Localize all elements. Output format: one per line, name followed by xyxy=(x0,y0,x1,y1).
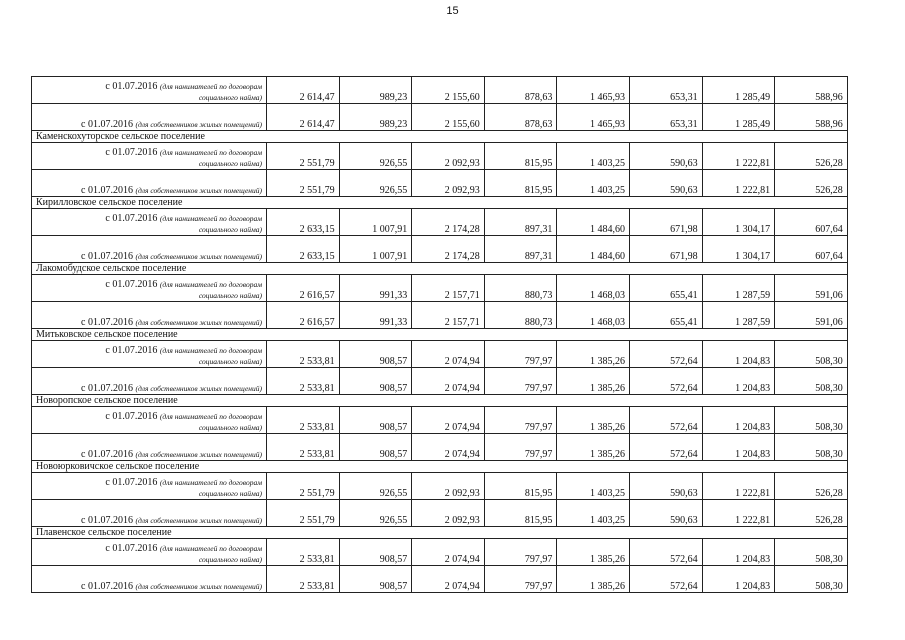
rate-value-cell: 815,95 xyxy=(484,473,557,500)
rate-value-cell: 508,30 xyxy=(775,539,848,566)
rate-value-cell: 590,63 xyxy=(629,170,702,197)
rate-value-cell: 2 614,47 xyxy=(267,104,340,131)
rate-value-cell: 591,06 xyxy=(775,302,848,329)
rate-value-cell: 2 155,60 xyxy=(412,77,485,104)
settlement-name: Кирилловское сельское поселение xyxy=(32,197,848,209)
rate-value-cell: 1 007,91 xyxy=(339,236,412,263)
row-note: (для нанимателей по договорам xyxy=(159,82,262,91)
rate-value-cell: 572,64 xyxy=(629,341,702,368)
rate-value-cell: 1 484,60 xyxy=(557,209,630,236)
settlement-header-row xyxy=(32,131,848,143)
rate-value-cell: 1 007,91 xyxy=(339,209,412,236)
rate-value-cell: 590,63 xyxy=(629,473,702,500)
rate-value-cell: 1 285,49 xyxy=(702,77,775,104)
rate-value-cell: 1 204,83 xyxy=(702,566,775,593)
rate-value-cell: 591,06 xyxy=(775,275,848,302)
rate-value-cell: 1 204,83 xyxy=(702,341,775,368)
rate-value-cell: 572,64 xyxy=(629,566,702,593)
rate-value-cell: 671,98 xyxy=(629,236,702,263)
rate-value-cell: 653,31 xyxy=(629,104,702,131)
rate-value-cell: 2 533,81 xyxy=(267,566,340,593)
rate-value-cell: 908,57 xyxy=(339,341,412,368)
rate-row-owners xyxy=(32,368,848,395)
rate-row-tenants xyxy=(32,77,848,104)
rate-value-cell: 2 157,71 xyxy=(412,275,485,302)
rate-value-cell: 991,33 xyxy=(339,302,412,329)
rate-value-cell: 2 174,28 xyxy=(412,209,485,236)
row-note: (для собственников жилых помещений) xyxy=(135,252,262,261)
rate-value-cell: 2 533,81 xyxy=(267,341,340,368)
rate-row-label xyxy=(32,275,267,302)
rate-value-cell: 2 074,94 xyxy=(412,566,485,593)
rate-value-cell: 655,41 xyxy=(629,275,702,302)
rate-value-cell: 1 403,25 xyxy=(557,500,630,527)
rate-value-cell: 926,55 xyxy=(339,143,412,170)
rate-value-cell: 2 533,81 xyxy=(267,434,340,461)
rate-row-owners xyxy=(32,500,848,527)
row-note: социального найма) xyxy=(198,423,262,432)
row-date: с 01.07.2016 xyxy=(81,449,133,460)
rate-value-cell: 572,64 xyxy=(629,539,702,566)
row-note: социального найма) xyxy=(198,555,262,564)
settlement-header-row xyxy=(32,197,848,209)
rate-value-cell: 1 304,17 xyxy=(702,236,775,263)
rate-row-owners xyxy=(32,302,848,329)
rate-value-cell: 908,57 xyxy=(339,434,412,461)
row-date: с 01.07.2016 xyxy=(105,213,158,224)
rate-value-cell: 1 385,26 xyxy=(557,539,630,566)
rate-value-cell: 526,28 xyxy=(775,143,848,170)
rate-row-tenants xyxy=(32,539,848,566)
row-note: социального найма) xyxy=(198,489,262,498)
rate-value-cell: 2 074,94 xyxy=(412,368,485,395)
row-note: (для собственников жилых помещений) xyxy=(135,384,262,393)
row-note: социального найма) xyxy=(198,159,262,168)
rate-value-cell: 1 385,26 xyxy=(557,566,630,593)
rate-value-cell: 2 074,94 xyxy=(412,341,485,368)
rate-value-cell: 926,55 xyxy=(339,500,412,527)
settlement-name: Каменскохуторское сельское поселение xyxy=(32,131,848,143)
rate-value-cell: 1 222,81 xyxy=(702,500,775,527)
rate-value-cell: 1 465,93 xyxy=(557,77,630,104)
row-date: с 01.07.2016 xyxy=(81,317,133,328)
rate-value-cell: 2 551,79 xyxy=(267,170,340,197)
rate-row-label xyxy=(32,236,267,263)
rate-value-cell: 508,30 xyxy=(775,434,848,461)
rate-value-cell: 2 074,94 xyxy=(412,407,485,434)
rate-value-cell: 1 403,25 xyxy=(557,473,630,500)
settlement-header-row xyxy=(32,395,848,407)
rate-value-cell: 1 385,26 xyxy=(557,368,630,395)
row-date: с 01.07.2016 xyxy=(105,543,158,554)
rate-row-label xyxy=(32,500,267,527)
row-note: (для нанимателей по договорам xyxy=(159,478,262,487)
rate-value-cell: 1 204,83 xyxy=(702,434,775,461)
rate-value-cell: 590,63 xyxy=(629,143,702,170)
rate-value-cell: 2 533,81 xyxy=(267,539,340,566)
rate-value-cell: 908,57 xyxy=(339,566,412,593)
rate-row-owners xyxy=(32,434,848,461)
rate-value-cell: 607,64 xyxy=(775,209,848,236)
row-note: (для собственников жилых помещений) xyxy=(135,450,262,459)
row-note: (для нанимателей по договорам xyxy=(159,148,262,157)
row-date: с 01.07.2016 xyxy=(105,477,158,488)
row-date: с 01.07.2016 xyxy=(81,251,133,262)
rate-value-cell: 1 222,81 xyxy=(702,473,775,500)
rate-value-cell: 1 304,17 xyxy=(702,209,775,236)
rate-value-cell: 880,73 xyxy=(484,275,557,302)
rate-row-tenants xyxy=(32,275,848,302)
settlement-name: Новоюрковичское сельское поселение xyxy=(32,461,848,473)
rate-value-cell: 897,31 xyxy=(484,236,557,263)
row-date: с 01.07.2016 xyxy=(81,119,133,130)
rates-table-body xyxy=(32,77,848,593)
row-note: (для нанимателей по договорам xyxy=(159,346,262,355)
row-note: (для собственников жилых помещений) xyxy=(135,516,262,525)
settlement-name: Новоропское сельское поселение xyxy=(32,395,848,407)
rate-value-cell: 526,28 xyxy=(775,473,848,500)
rate-value-cell: 878,63 xyxy=(484,77,557,104)
rate-value-cell: 989,23 xyxy=(339,104,412,131)
rate-value-cell: 1 385,26 xyxy=(557,407,630,434)
rate-value-cell: 2 551,79 xyxy=(267,143,340,170)
rate-value-cell: 1 222,81 xyxy=(702,170,775,197)
rate-row-owners xyxy=(32,566,848,593)
rate-row-tenants xyxy=(32,143,848,170)
rate-value-cell: 2 614,47 xyxy=(267,77,340,104)
rate-row-owners xyxy=(32,236,848,263)
rate-value-cell: 880,73 xyxy=(484,302,557,329)
row-note: (для нанимателей по договорам xyxy=(159,280,262,289)
rate-value-cell: 1 204,83 xyxy=(702,368,775,395)
row-note: (для собственников жилых помещений) xyxy=(135,582,262,591)
rate-value-cell: 1 385,26 xyxy=(557,434,630,461)
row-date: с 01.07.2016 xyxy=(105,279,158,290)
rate-value-cell: 908,57 xyxy=(339,407,412,434)
rate-row-label xyxy=(32,341,267,368)
row-note: (для нанимателей по договорам xyxy=(159,412,262,421)
rate-value-cell: 1 204,83 xyxy=(702,539,775,566)
rate-value-cell: 508,30 xyxy=(775,341,848,368)
rate-value-cell: 989,23 xyxy=(339,77,412,104)
rate-value-cell: 1 468,03 xyxy=(557,275,630,302)
rate-value-cell: 797,97 xyxy=(484,539,557,566)
settlement-header-row xyxy=(32,263,848,275)
rate-value-cell: 1 403,25 xyxy=(557,170,630,197)
row-note: (для нанимателей по договорам xyxy=(159,214,262,223)
rate-row-label xyxy=(32,143,267,170)
rate-value-cell: 2 551,79 xyxy=(267,500,340,527)
rate-row-label xyxy=(32,170,267,197)
rate-value-cell: 526,28 xyxy=(775,500,848,527)
rate-row-label xyxy=(32,302,267,329)
rate-value-cell: 2 551,79 xyxy=(267,473,340,500)
row-date: с 01.07.2016 xyxy=(81,515,133,526)
rate-value-cell: 2 174,28 xyxy=(412,236,485,263)
rate-value-cell: 1 385,26 xyxy=(557,341,630,368)
rate-value-cell: 797,97 xyxy=(484,434,557,461)
rate-value-cell: 2 533,81 xyxy=(267,407,340,434)
rate-row-tenants xyxy=(32,473,848,500)
rate-value-cell: 1 484,60 xyxy=(557,236,630,263)
rate-value-cell: 2 074,94 xyxy=(412,539,485,566)
settlement-header-row xyxy=(32,329,848,341)
row-note: (для нанимателей по договорам xyxy=(159,544,262,553)
row-note: социального найма) xyxy=(198,357,262,366)
rate-value-cell: 908,57 xyxy=(339,539,412,566)
rate-value-cell: 815,95 xyxy=(484,500,557,527)
row-date: с 01.07.2016 xyxy=(105,81,158,92)
rate-value-cell: 2 616,57 xyxy=(267,275,340,302)
row-date: с 01.07.2016 xyxy=(81,383,133,394)
rate-row-owners xyxy=(32,170,848,197)
rate-value-cell: 797,97 xyxy=(484,341,557,368)
rate-row-tenants xyxy=(32,209,848,236)
rate-value-cell: 2 155,60 xyxy=(412,104,485,131)
row-note: (для собственников жилых помещений) xyxy=(135,186,262,195)
rate-value-cell: 2 092,93 xyxy=(412,143,485,170)
rate-value-cell: 1 204,83 xyxy=(702,407,775,434)
row-note: (для собственников жилых помещений) xyxy=(135,318,262,327)
rate-value-cell: 1 468,03 xyxy=(557,302,630,329)
rate-value-cell: 1 403,25 xyxy=(557,143,630,170)
row-note: (для собственников жилых помещений) xyxy=(135,120,262,129)
settlement-header-row xyxy=(32,527,848,539)
rate-row-label xyxy=(32,368,267,395)
row-note: социального найма) xyxy=(198,93,262,102)
rate-value-cell: 2 616,57 xyxy=(267,302,340,329)
rate-value-cell: 508,30 xyxy=(775,566,848,593)
rate-row-tenants xyxy=(32,407,848,434)
rate-row-label xyxy=(32,434,267,461)
rate-value-cell: 526,28 xyxy=(775,170,848,197)
rate-value-cell: 590,63 xyxy=(629,500,702,527)
rate-value-cell: 797,97 xyxy=(484,566,557,593)
rate-value-cell: 1 287,59 xyxy=(702,302,775,329)
rate-row-label xyxy=(32,539,267,566)
settlement-name: Плавенское сельское поселение xyxy=(32,527,848,539)
rate-value-cell: 991,33 xyxy=(339,275,412,302)
rate-value-cell: 2 092,93 xyxy=(412,500,485,527)
rate-value-cell: 815,95 xyxy=(484,143,557,170)
rate-value-cell: 926,55 xyxy=(339,473,412,500)
rate-value-cell: 1 222,81 xyxy=(702,143,775,170)
rate-value-cell: 2 633,15 xyxy=(267,209,340,236)
rates-table xyxy=(31,76,848,593)
rate-value-cell: 1 285,49 xyxy=(702,104,775,131)
rate-value-cell: 797,97 xyxy=(484,407,557,434)
rate-value-cell: 926,55 xyxy=(339,170,412,197)
row-note: социального найма) xyxy=(198,291,262,300)
rate-value-cell: 1 465,93 xyxy=(557,104,630,131)
row-date: с 01.07.2016 xyxy=(105,411,158,422)
row-date: с 01.07.2016 xyxy=(105,147,158,158)
rate-value-cell: 908,57 xyxy=(339,368,412,395)
row-date: с 01.07.2016 xyxy=(81,185,133,196)
rate-value-cell: 572,64 xyxy=(629,434,702,461)
settlement-name: Митьковское сельское поселение xyxy=(32,329,848,341)
rate-value-cell: 797,97 xyxy=(484,368,557,395)
rate-value-cell: 572,64 xyxy=(629,368,702,395)
rate-row-tenants xyxy=(32,341,848,368)
rate-value-cell: 508,30 xyxy=(775,368,848,395)
rate-row-label xyxy=(32,77,267,104)
rate-value-cell: 2 157,71 xyxy=(412,302,485,329)
rate-value-cell: 508,30 xyxy=(775,407,848,434)
row-note: социального найма) xyxy=(198,225,262,234)
rate-value-cell: 588,96 xyxy=(775,77,848,104)
row-date: с 01.07.2016 xyxy=(81,581,133,592)
rate-row-label xyxy=(32,104,267,131)
rate-row-label xyxy=(32,473,267,500)
rate-value-cell: 897,31 xyxy=(484,209,557,236)
rate-value-cell: 572,64 xyxy=(629,407,702,434)
rate-value-cell: 588,96 xyxy=(775,104,848,131)
rate-value-cell: 653,31 xyxy=(629,77,702,104)
rate-value-cell: 671,98 xyxy=(629,209,702,236)
rate-value-cell: 607,64 xyxy=(775,236,848,263)
rate-row-label xyxy=(32,566,267,593)
rate-value-cell: 655,41 xyxy=(629,302,702,329)
rate-value-cell: 2 074,94 xyxy=(412,434,485,461)
rate-value-cell: 2 092,93 xyxy=(412,473,485,500)
rate-value-cell: 878,63 xyxy=(484,104,557,131)
rate-value-cell: 2 633,15 xyxy=(267,236,340,263)
row-date: с 01.07.2016 xyxy=(105,345,158,356)
rate-row-owners xyxy=(32,104,848,131)
rate-value-cell: 815,95 xyxy=(484,170,557,197)
rate-row-label xyxy=(32,209,267,236)
rate-value-cell: 1 287,59 xyxy=(702,275,775,302)
settlement-name: Лакомобудское сельское поселение xyxy=(32,263,848,275)
rate-row-label xyxy=(32,407,267,434)
page-number: 15 xyxy=(446,5,459,17)
settlement-header-row xyxy=(32,461,848,473)
rate-value-cell: 2 533,81 xyxy=(267,368,340,395)
rate-value-cell: 2 092,93 xyxy=(412,170,485,197)
